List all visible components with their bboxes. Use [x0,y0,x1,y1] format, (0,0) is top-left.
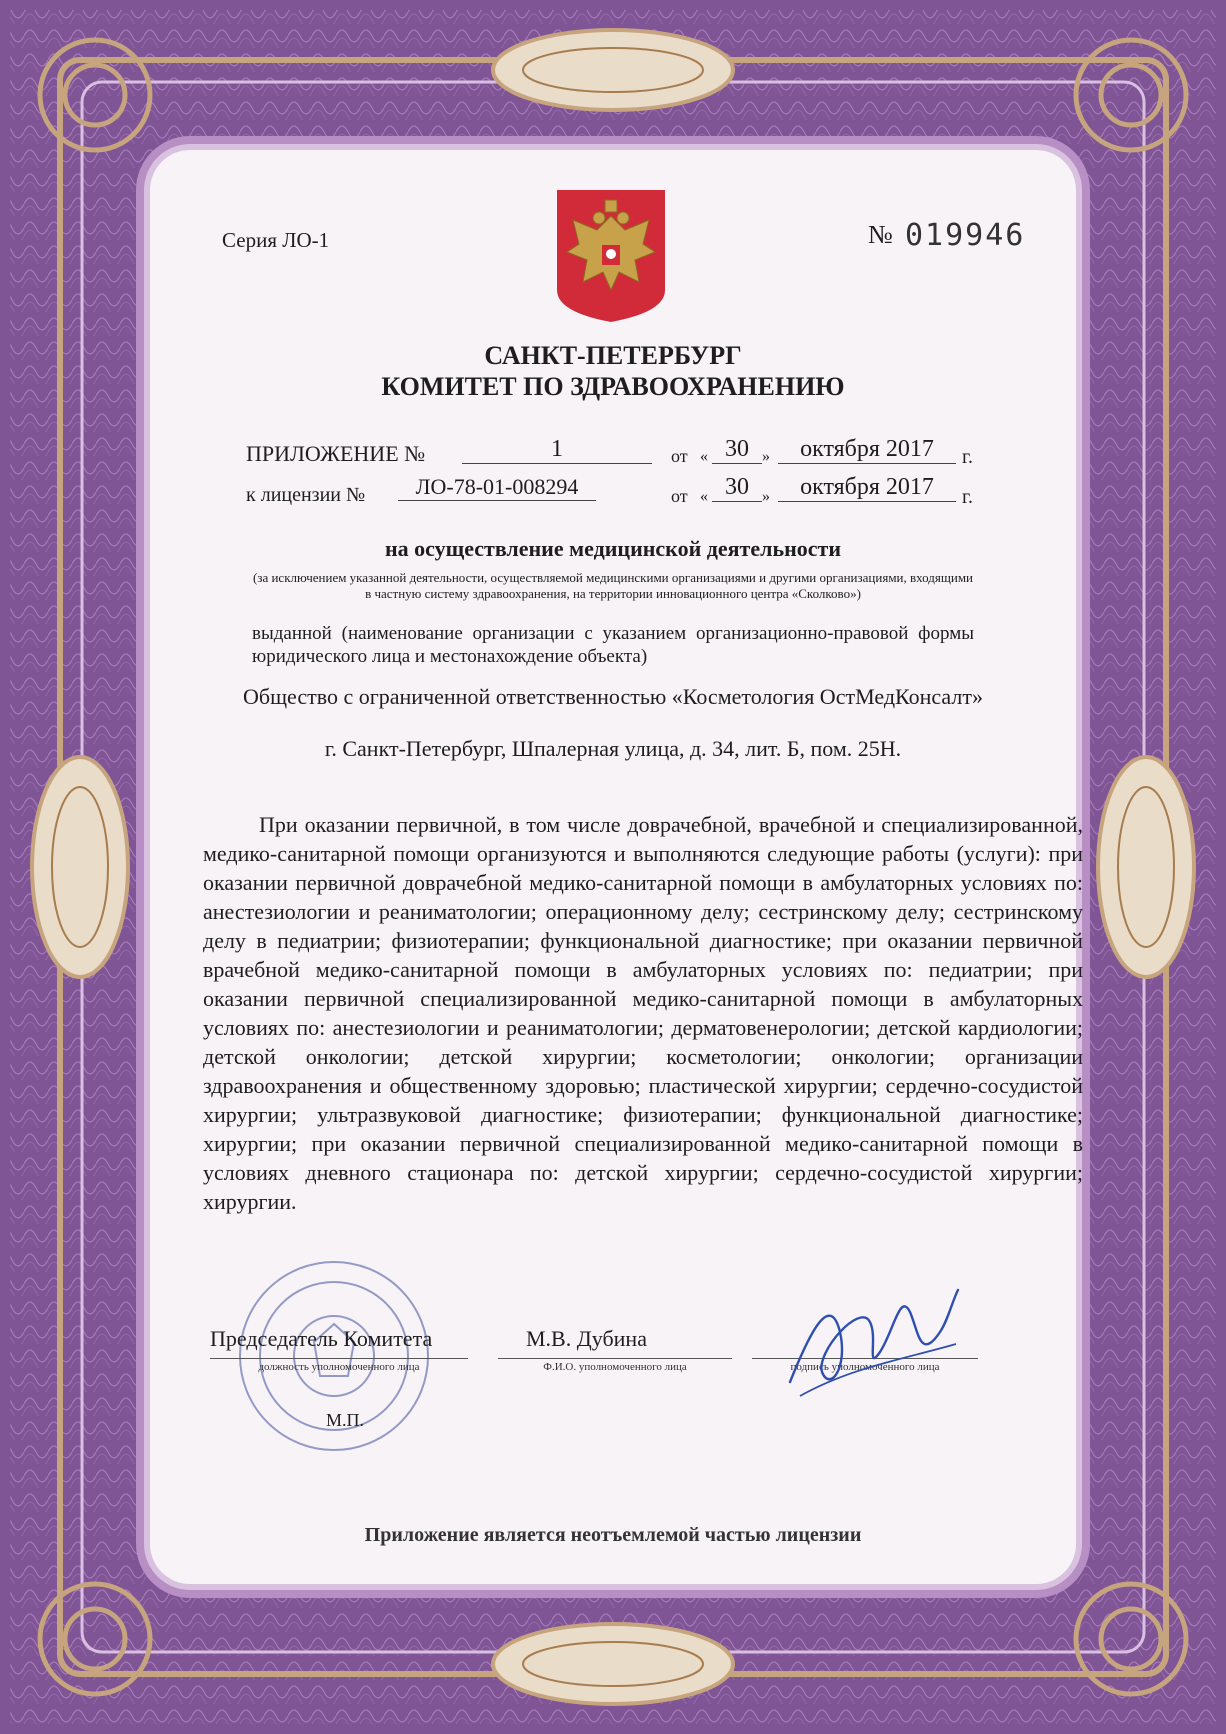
form-number: 019946 [905,218,1026,253]
license-number: ЛО-78-01-008294 [398,474,596,501]
annex-year-suffix: г. [962,446,973,468]
annex-number: 1 [462,436,652,464]
number-sign: № [868,220,893,249]
signatory-position: Председатель Комитета [210,1326,433,1351]
signature-caption: подпись уполномоченного лица [790,1361,940,1373]
coat-of-arms-icon [553,186,669,326]
annex-quote-open: « [700,448,708,465]
annex-month-year: октября 2017 [778,436,956,464]
issued-to-caption: выданной (наименование организации с указанием организационно-правовой формы юридического лица и местонахождение объекта) [252,623,974,667]
name-line [498,1358,732,1359]
signatory-name: М.В. Дубина [526,1326,647,1351]
purpose-note: (за исключением указанной деятельности, осуществляемой медицинскими организациями и другими организациями, входящими в частную систему здравоохранения, на территории инновационного центра «Сколково») [252,570,974,601]
license-quote-close: » [762,488,770,505]
organization-name: Общество с ограниченной ответственностью «Косметология ОстМедКонсалт» [243,684,983,709]
annex-day: 30 [712,436,762,464]
footer-note: Приложение является неотъемлемой частью лицензии [364,1524,862,1546]
license-from-label: от [671,486,688,506]
position-caption: должность уполномоченного лица [258,1361,420,1373]
license-day: 30 [712,474,762,502]
services-paragraph: При оказании первичной, в том числе доврачебной, врачебной и специализированной, медико-санитарной помощи организуются и выполняются следующие работы (услуги): при оказании первичной доврачебной медико-санитарной помощи в амбулаторных условиях по: анестезиологии и реаниматологии; операционному делу; сестринскому делу; сестринскому делу в педиатрии; физиотерапии; функциональной диагностике; при оказании первичной врачебной медико-санитарной помощи в амбулаторных условиях по: педиатрии; при оказании первичной специализированной медико-санитарной помощи в амбулаторных условиях по: анестезиологии и реаниматологии; дерматовенерологии; детской кардиологии; детской онкологии; детской хирургии; косметологии; онкологии; организации здравоохранения и общественному здоровью; пластической хирургии; сердечно-сосудистой хирургии; ультразвуковой диагностике; физиотерапии; функциональной диагностике; хирургии; при оказании первичной специализированной медико-санитарной помощи в условиях дневного стационара по: детской хирургии; сердечно-сосудистой хирургии; хирургии. [203,812,1083,1214]
name-caption: Ф.И.О. уполномоченного лица [543,1361,687,1373]
license-quote-open: « [700,488,708,505]
seal-place-label: М.П. [326,1410,365,1430]
purpose-title: на осуществление медицинской деятельности [384,536,842,561]
license-label: к лицензии № [246,484,366,506]
organization-address: г. Санкт-Петербург, Шпалерная улица, д. 34, лит. Б, пом. 25Н. [324,736,902,761]
annex-from-label: от [671,446,688,466]
handwritten-signature-icon [770,1272,970,1412]
annex-quote-close: » [762,448,770,465]
title-city: САНКТ-ПЕТЕРБУРГ [484,341,742,370]
annex-label: ПРИЛОЖЕНИЕ № [246,441,426,466]
license-month-year: октября 2017 [778,474,956,502]
title-committee: КОМИТЕТ ПО ЗДРАВООХРАНЕНИЮ [381,372,845,401]
series-label: Серия ЛО-1 [222,228,330,252]
license-year-suffix: г. [962,486,973,508]
position-line [210,1358,468,1359]
